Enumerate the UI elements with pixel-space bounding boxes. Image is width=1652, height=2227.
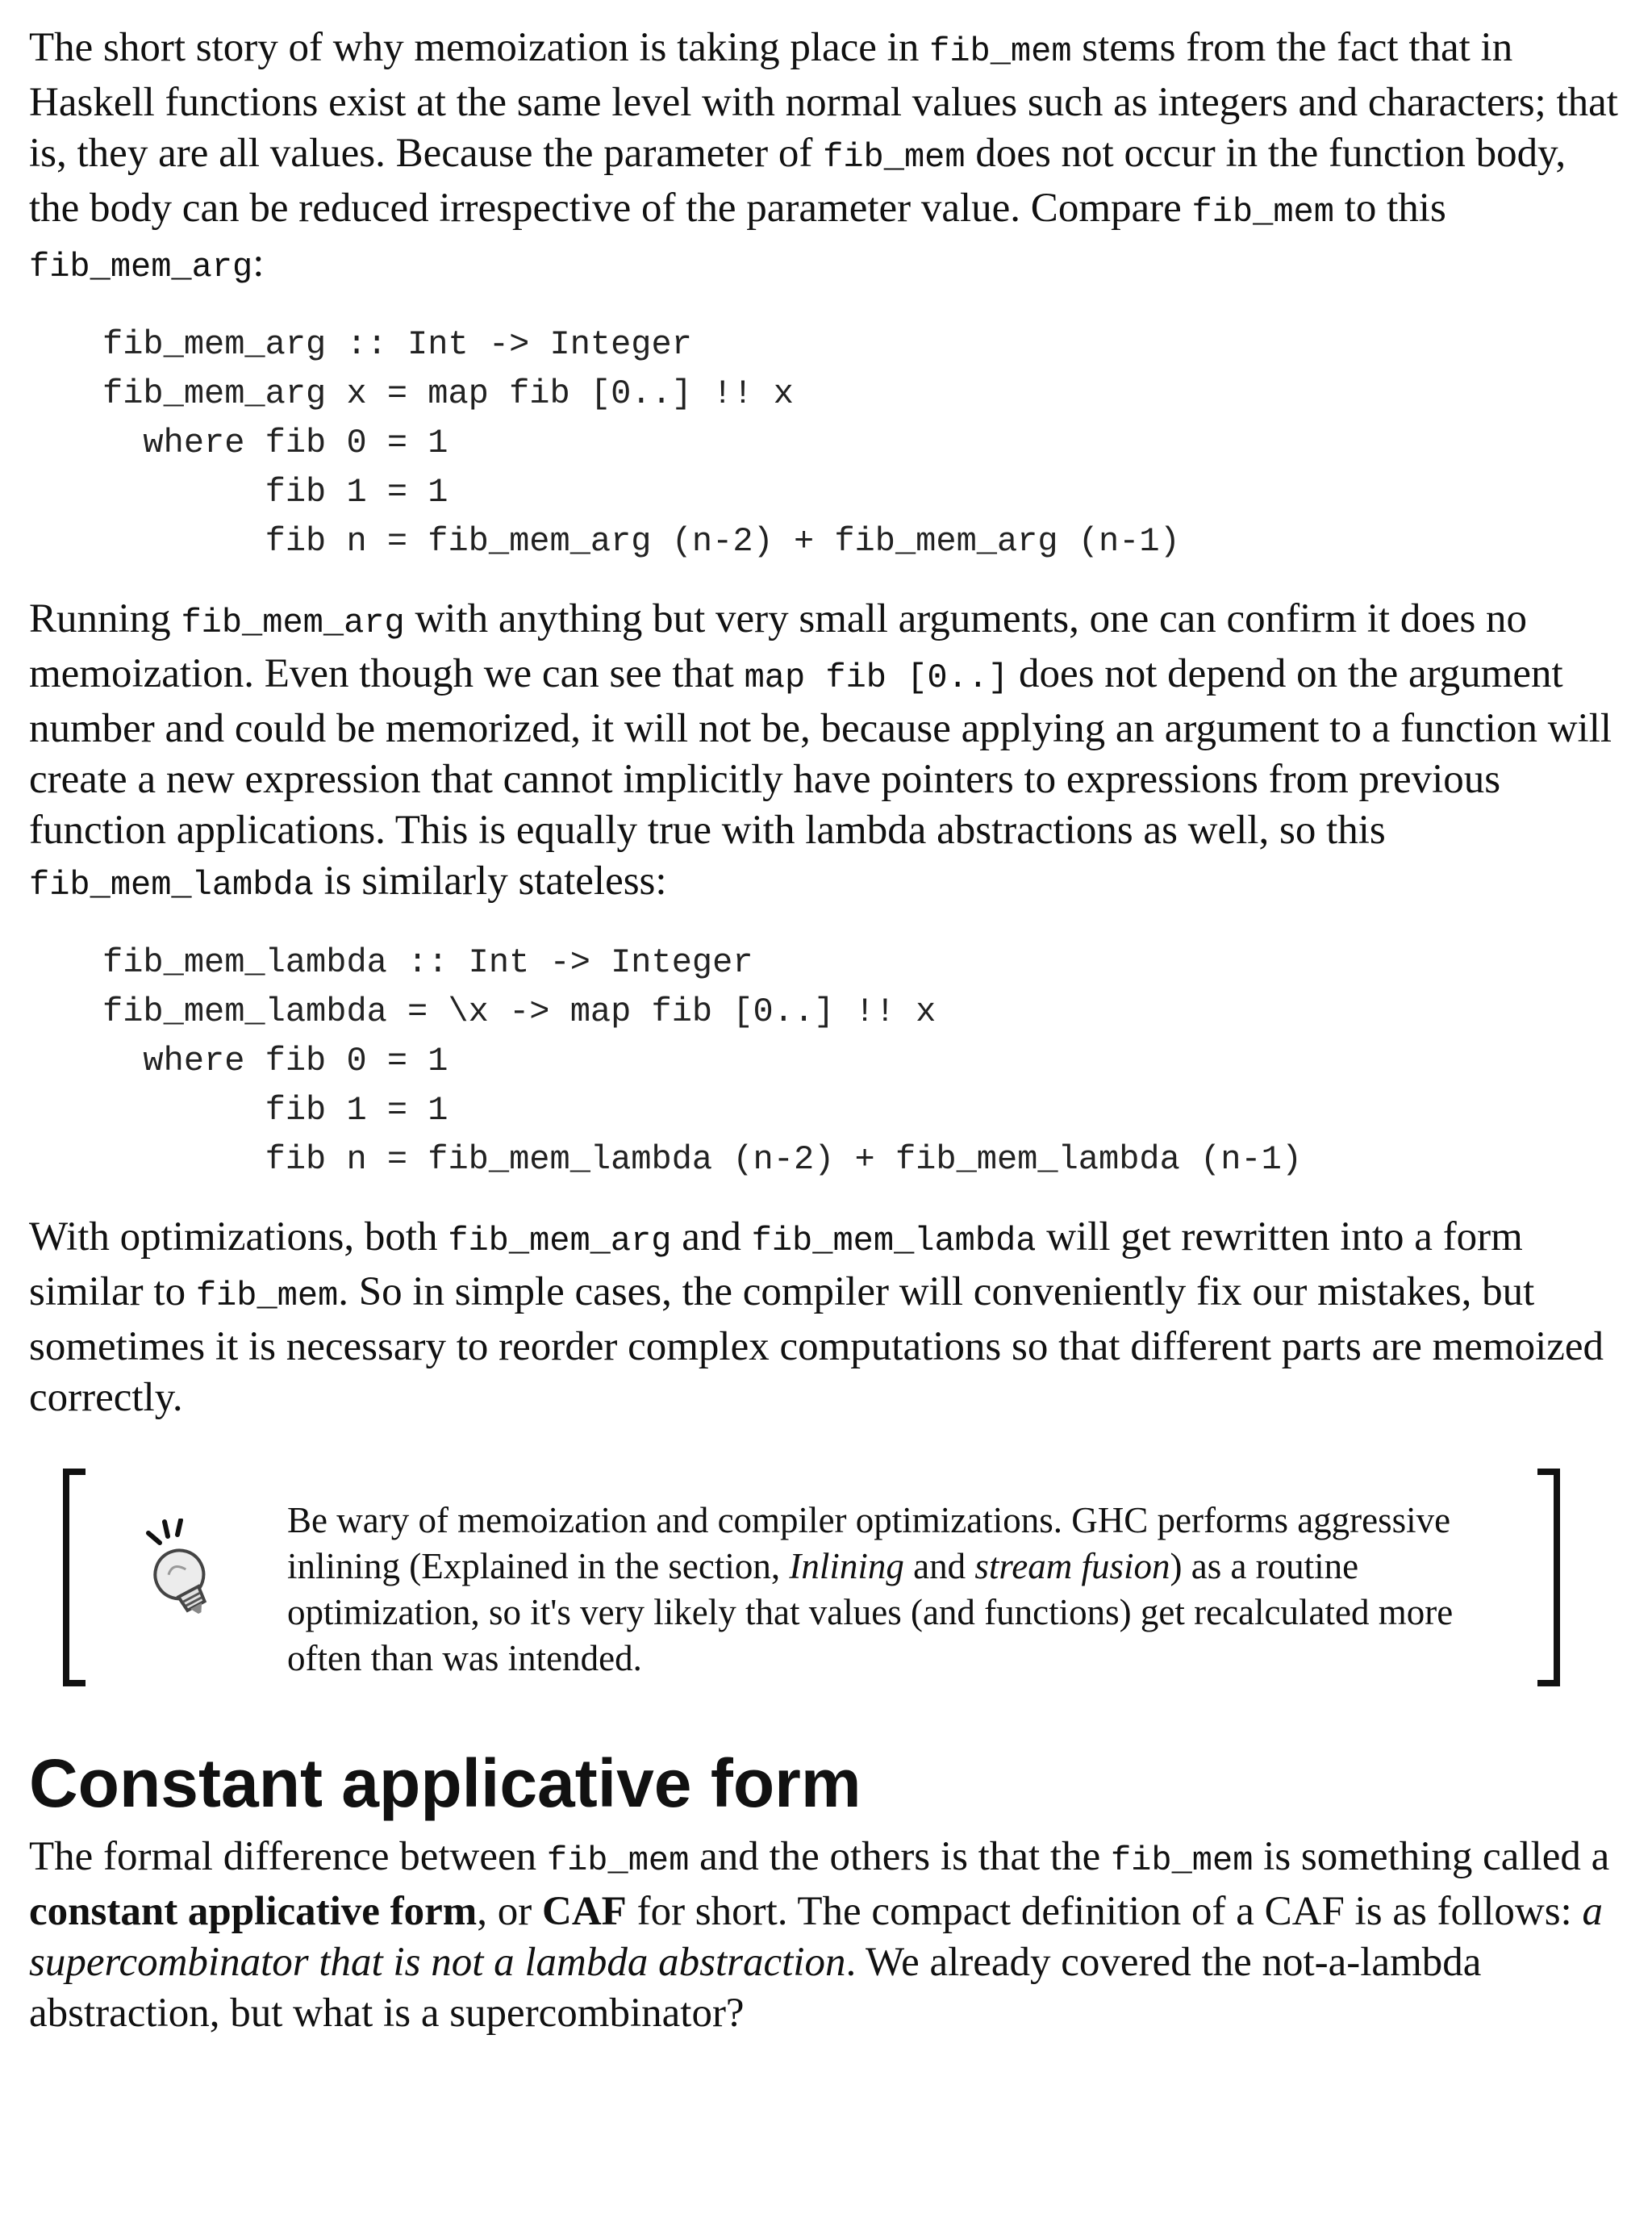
- paragraph-caf-definition: [29, 1832, 1626, 2039]
- text: to this: [1333, 186, 1446, 231]
- emphasis: stream fusion: [974, 1546, 1170, 1586]
- tip-text: [287, 1498, 1529, 1682]
- inline-code: fib_mem: [929, 32, 1072, 71]
- inline-code: fib_mem: [1110, 1841, 1254, 1880]
- text: stems from the fact that in Haskell functions exist at the same level with normal values such as integers and characters; that is, they are all values. Because the parameter of: [29, 25, 1618, 176]
- emphasis: Inlining: [789, 1546, 904, 1586]
- text: . So in simple cases, the compiler will conveniently fix our mistakes, but sometimes it is necessary to reorder complex computations so that different parts are memoized correctly.: [29, 1269, 1604, 1420]
- inline-code: fib_mem: [546, 1841, 690, 1880]
- lightbulb-icon: [134, 1519, 223, 1640]
- tip-right-bracket: [1537, 1469, 1560, 1686]
- section-heading: Constant applicative form: [29, 1745, 861, 1821]
- inline-code: fib_mem_arg: [448, 1222, 672, 1260]
- paragraph-memoization-story: [29, 23, 1626, 293]
- inline-code: fib_mem_lambda: [751, 1222, 1037, 1260]
- inline-code: fib_mem_arg: [29, 248, 253, 286]
- text: The short story of why memoization is taking place in: [29, 25, 930, 70]
- bold-term: CAF: [542, 1889, 627, 1934]
- inline-code: fib_mem_lambda: [29, 866, 314, 905]
- code-block-fib-mem-lambda: fib_mem_lambda :: Int -> Integer fib_mem_lambda = \x -> map fib [0..] !! x where fib 0 = 1 fib 1 = 1 fib n = fib_mem_lambda (n-2) + fib_mem_lambda (n-1): [102, 943, 1303, 1179]
- text: , or: [477, 1889, 543, 1934]
- text: with anything but very small arguments, one can confirm it does no memoization. Even though we can see that: [29, 596, 1528, 696]
- inline-code: fib_mem: [195, 1276, 339, 1315]
- text: and: [671, 1214, 752, 1260]
- text: does not depend on the argument number and could be memorized, it will not be, because applying an argument to a function will create a new expression that cannot implicitly have pointers to expressions from previous function applications. This is equally true with lambda abstractions as well, so this: [29, 651, 1612, 853]
- emphasis: a supercombinator that is not a lambda abstraction: [29, 1889, 1603, 1985]
- text: is something called a: [1253, 1834, 1610, 1879]
- code-block-fib-mem-arg: fib_mem_arg :: Int -> Integer fib_mem_arg x = map fib [0..] !! x where fib 0 = 1 fib 1 = 1 fib n = fib_mem_arg (n-2) + fib_mem_arg (n-1): [102, 325, 1180, 561]
- inline-code: map fib [0..]: [744, 658, 1009, 697]
- text: Be wary of memoization and compiler optimizations. GHC performs aggressive inlining (Explained in the section,: [287, 1500, 1451, 1586]
- inline-code: fib_mem: [1191, 193, 1334, 232]
- text: and the others is that the: [689, 1834, 1111, 1879]
- paragraph-no-memoization: [29, 594, 1626, 911]
- tip-left-bracket: [63, 1469, 86, 1686]
- text: and: [903, 1546, 975, 1586]
- text: does not occur in the function body, the body can be reduced irrespective of the parameter value. Compare: [29, 131, 1566, 231]
- inline-code: fib_mem_arg: [181, 604, 405, 642]
- text: With optimizations, both: [29, 1214, 448, 1260]
- paragraph-optimizations: [29, 1212, 1626, 1423]
- text: ) as a routine optimization, so it's very likely that values (and functions) get recalculated more often than was intended.: [287, 1546, 1454, 1678]
- text: will get rewritten into a form similar to: [29, 1214, 1523, 1314]
- page: [29, 23, 1626, 2039]
- text: is similarly stateless:: [313, 859, 667, 904]
- text: The formal difference between: [29, 1834, 547, 1879]
- text: . We already covered the not-a-lambda abstraction, but what is a supercombinator?: [29, 1940, 1482, 2036]
- text: Running: [29, 596, 181, 641]
- text: :: [252, 240, 265, 286]
- bold-term: constant applicative form: [29, 1889, 478, 1934]
- tip-box: [29, 1469, 1626, 1686]
- text: for short. The compact definition of a CAF is as follows:: [626, 1889, 1583, 1934]
- inline-code: fib_mem: [823, 138, 966, 177]
